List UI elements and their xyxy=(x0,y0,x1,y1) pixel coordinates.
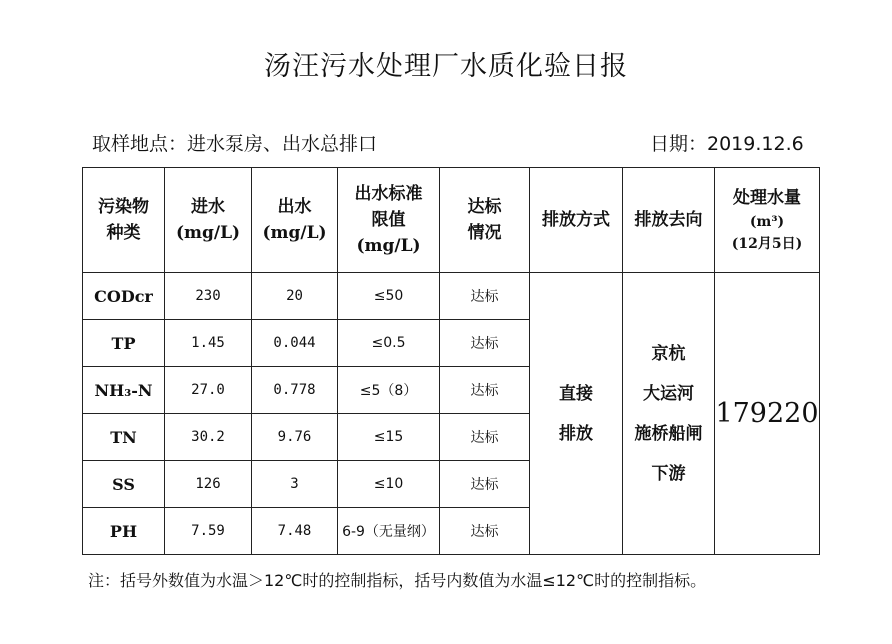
header-status-line-1: 达标 xyxy=(467,197,502,217)
header-outflow-line-1: 出水 xyxy=(277,197,312,217)
limit-cell: ≤15 xyxy=(338,414,440,461)
header-volume-line-3: (12月5日) xyxy=(731,236,803,252)
discharge-method-cell xyxy=(530,273,623,555)
footnote: 注：括号外数值为水温＞12℃时的控制指标，括号内数值为水温≤12℃时的控制指标。 xyxy=(88,571,707,590)
header-volume xyxy=(715,168,820,273)
pollutant-cell: NH₃-N xyxy=(83,367,165,414)
table-row xyxy=(83,273,820,320)
pollutant-cell: PH xyxy=(83,508,165,555)
discharge-destination-line-2: 大运河 xyxy=(643,383,694,404)
discharge-destination-cell xyxy=(623,273,715,555)
header-pollutant-line-1: 污染物 xyxy=(98,197,149,217)
pollutant-cell: SS xyxy=(83,461,165,508)
status-cell: 达标 xyxy=(440,273,530,320)
header-status xyxy=(440,168,530,273)
status-cell: 达标 xyxy=(440,508,530,555)
discharge-destination-line-4: 下游 xyxy=(651,463,686,484)
status-cell: 达标 xyxy=(440,367,530,414)
outflow-cell: 7.48 xyxy=(252,508,338,555)
outflow-cell: 3 xyxy=(252,461,338,508)
status-cell: 达标 xyxy=(440,414,530,461)
water-quality-table xyxy=(82,167,820,555)
outflow-cell: 0.778 xyxy=(252,367,338,414)
header-limit xyxy=(338,168,440,273)
pollutant-cell: TP xyxy=(83,320,165,367)
inflow-cell: 126 xyxy=(165,461,252,508)
header-row xyxy=(83,168,820,273)
report-date: 日期：2019.12.6 xyxy=(650,133,804,155)
inflow-cell: 7.59 xyxy=(165,508,252,555)
header-limit-line-2: 限值 xyxy=(371,210,406,230)
inflow-cell: 230 xyxy=(165,273,252,320)
status-cell: 达标 xyxy=(440,320,530,367)
outflow-cell: 0.044 xyxy=(252,320,338,367)
limit-cell: ≤5（8） xyxy=(338,367,440,414)
inflow-cell: 1.45 xyxy=(165,320,252,367)
header-volume-line-1: 处理水量 xyxy=(733,188,801,208)
inflow-cell: 27.0 xyxy=(165,367,252,414)
volume-cell: 179220 xyxy=(715,273,820,555)
pollutant-cell: TN xyxy=(83,414,165,461)
header-status-line-2: 情况 xyxy=(467,223,502,243)
inflow-cell: 30.2 xyxy=(165,414,252,461)
discharge-method-line-2: 排放 xyxy=(559,423,593,444)
sampling-location: 取样地点：进水泵房、出水总排口 xyxy=(92,133,378,155)
limit-cell: 6-9（无量纲） xyxy=(338,508,440,555)
header-inflow-line-2: (mg/L) xyxy=(175,223,241,243)
header-outflow xyxy=(252,168,338,273)
header-volume-line-2: (m³) xyxy=(749,214,785,230)
header-outflow-line-2: (mg/L) xyxy=(262,223,327,243)
header-pollutant xyxy=(83,168,165,273)
header-discharge-method: 排放方式 xyxy=(530,168,623,273)
header-inflow xyxy=(165,168,252,273)
report-title: 汤汪污水处理厂水质化验日报 xyxy=(264,51,628,82)
header-discharge-destination: 排放去向 xyxy=(623,168,715,273)
header-limit-line-3: (mg/L) xyxy=(356,236,421,256)
status-cell: 达标 xyxy=(440,461,530,508)
pollutant-cell: CODcr xyxy=(83,273,165,320)
outflow-cell: 9.76 xyxy=(252,414,338,461)
outflow-cell: 20 xyxy=(252,273,338,320)
limit-cell: ≤0.5 xyxy=(338,320,440,367)
discharge-method-line-1: 直接 xyxy=(559,383,593,404)
discharge-destination-line-1: 京杭 xyxy=(651,343,686,364)
discharge-destination-line-3: 施桥船闸 xyxy=(634,423,703,444)
header-limit-line-1: 出水标准 xyxy=(354,184,423,204)
header-inflow-line-1: 进水 xyxy=(191,197,225,217)
header-pollutant-line-2: 种类 xyxy=(106,223,141,243)
limit-cell: ≤50 xyxy=(338,273,440,320)
limit-cell: ≤10 xyxy=(338,461,440,508)
